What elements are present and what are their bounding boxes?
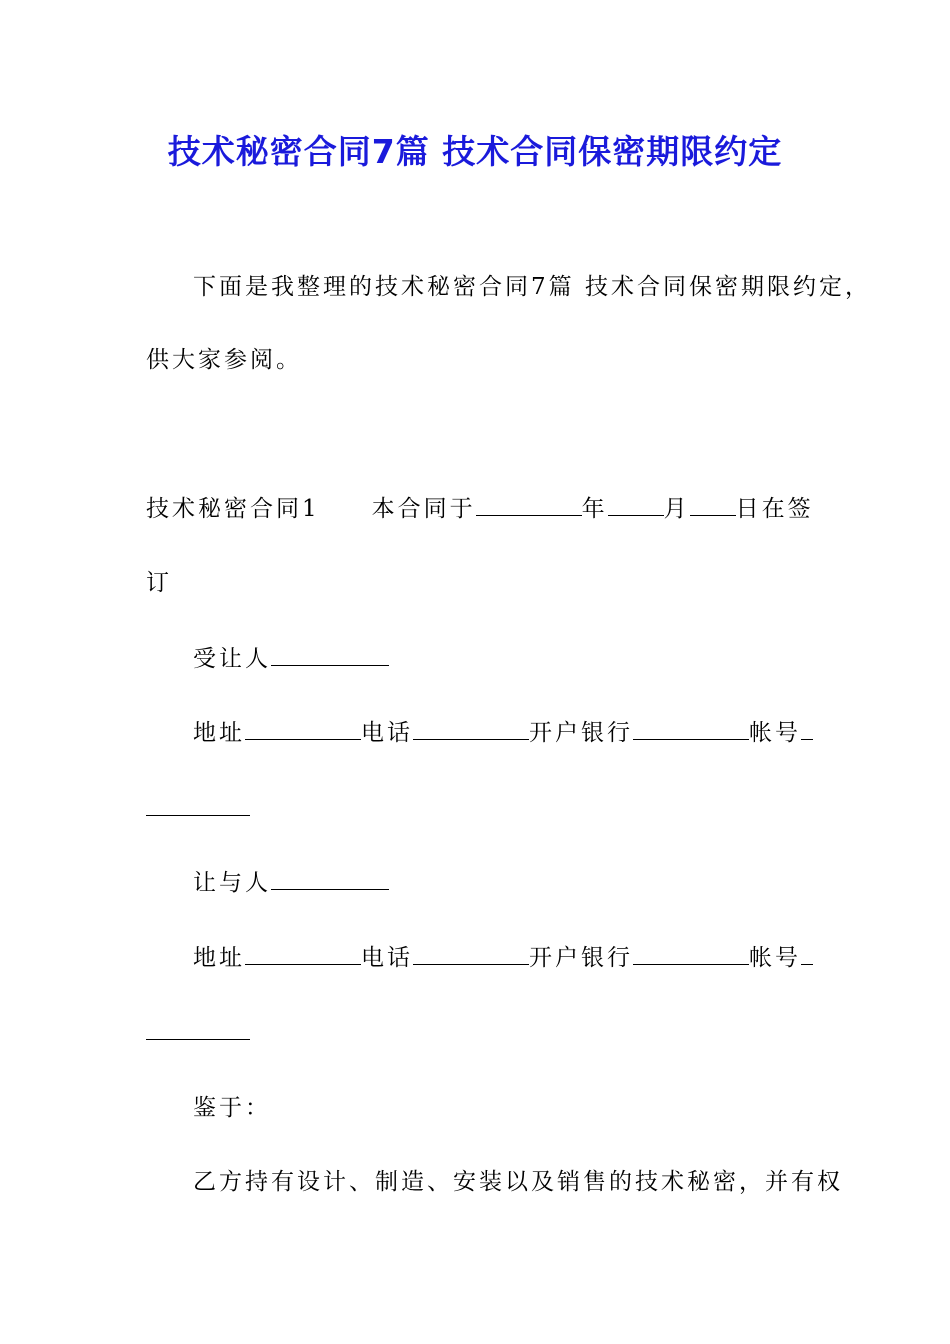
- whereas-line: 鉴于：: [193, 1095, 271, 1121]
- intro-line-2: 供大家参阅。: [146, 347, 302, 373]
- signing-line-cont: 订: [146, 570, 172, 596]
- phone-label: 电话: [361, 945, 413, 971]
- assignor-blank: [271, 867, 389, 890]
- clause-line: 乙方持有设计、制造、安装以及销售的技术秘密，并有权: [193, 1169, 843, 1195]
- phone-blank: [413, 942, 529, 965]
- account-blank-start: [801, 717, 813, 740]
- sign-intro: 本合同于: [371, 496, 476, 522]
- bank-label: 开户银行: [529, 720, 633, 746]
- assignor-line: [193, 866, 389, 900]
- signing-line: [146, 492, 814, 526]
- bank-blank: [633, 942, 749, 965]
- address-label: 地址: [193, 945, 245, 971]
- assignee-info-line: [193, 716, 813, 750]
- account-label: 帐号: [749, 720, 801, 746]
- phone-blank: [413, 717, 529, 740]
- account-blank-cont: [146, 1017, 250, 1040]
- assignee-account-cont: [146, 792, 250, 826]
- day-blank: [690, 493, 736, 516]
- intro-line-1: 下面是我整理的技术秘密合同7篇 技术合同保密期限约定，: [193, 274, 871, 300]
- bank-label: 开户银行: [529, 945, 633, 971]
- assignee-label: 受让人: [193, 646, 271, 672]
- account-blank-cont: [146, 793, 250, 816]
- phone-label: 电话: [361, 720, 413, 746]
- assignor-info-line: [193, 941, 813, 975]
- address-label: 地址: [193, 720, 245, 746]
- month-blank: [608, 493, 664, 516]
- year-blank: [476, 493, 582, 516]
- assignor-label: 让与人: [193, 870, 271, 896]
- sign-year: 年: [581, 496, 608, 522]
- address-blank: [245, 717, 361, 740]
- section-heading: 技术秘密合同1: [146, 496, 320, 522]
- sign-day: 日在签: [735, 496, 814, 522]
- address-blank: [245, 942, 361, 965]
- document-title: 技术秘密合同7篇 技术合同保密期限约定: [167, 132, 783, 171]
- bank-blank: [633, 717, 749, 740]
- assignee-line: [193, 642, 389, 676]
- assignee-blank: [271, 643, 389, 666]
- account-label: 帐号: [749, 945, 801, 971]
- sign-month: 月: [663, 496, 690, 522]
- account-blank-start: [801, 942, 813, 965]
- assignor-account-cont: [146, 1016, 250, 1050]
